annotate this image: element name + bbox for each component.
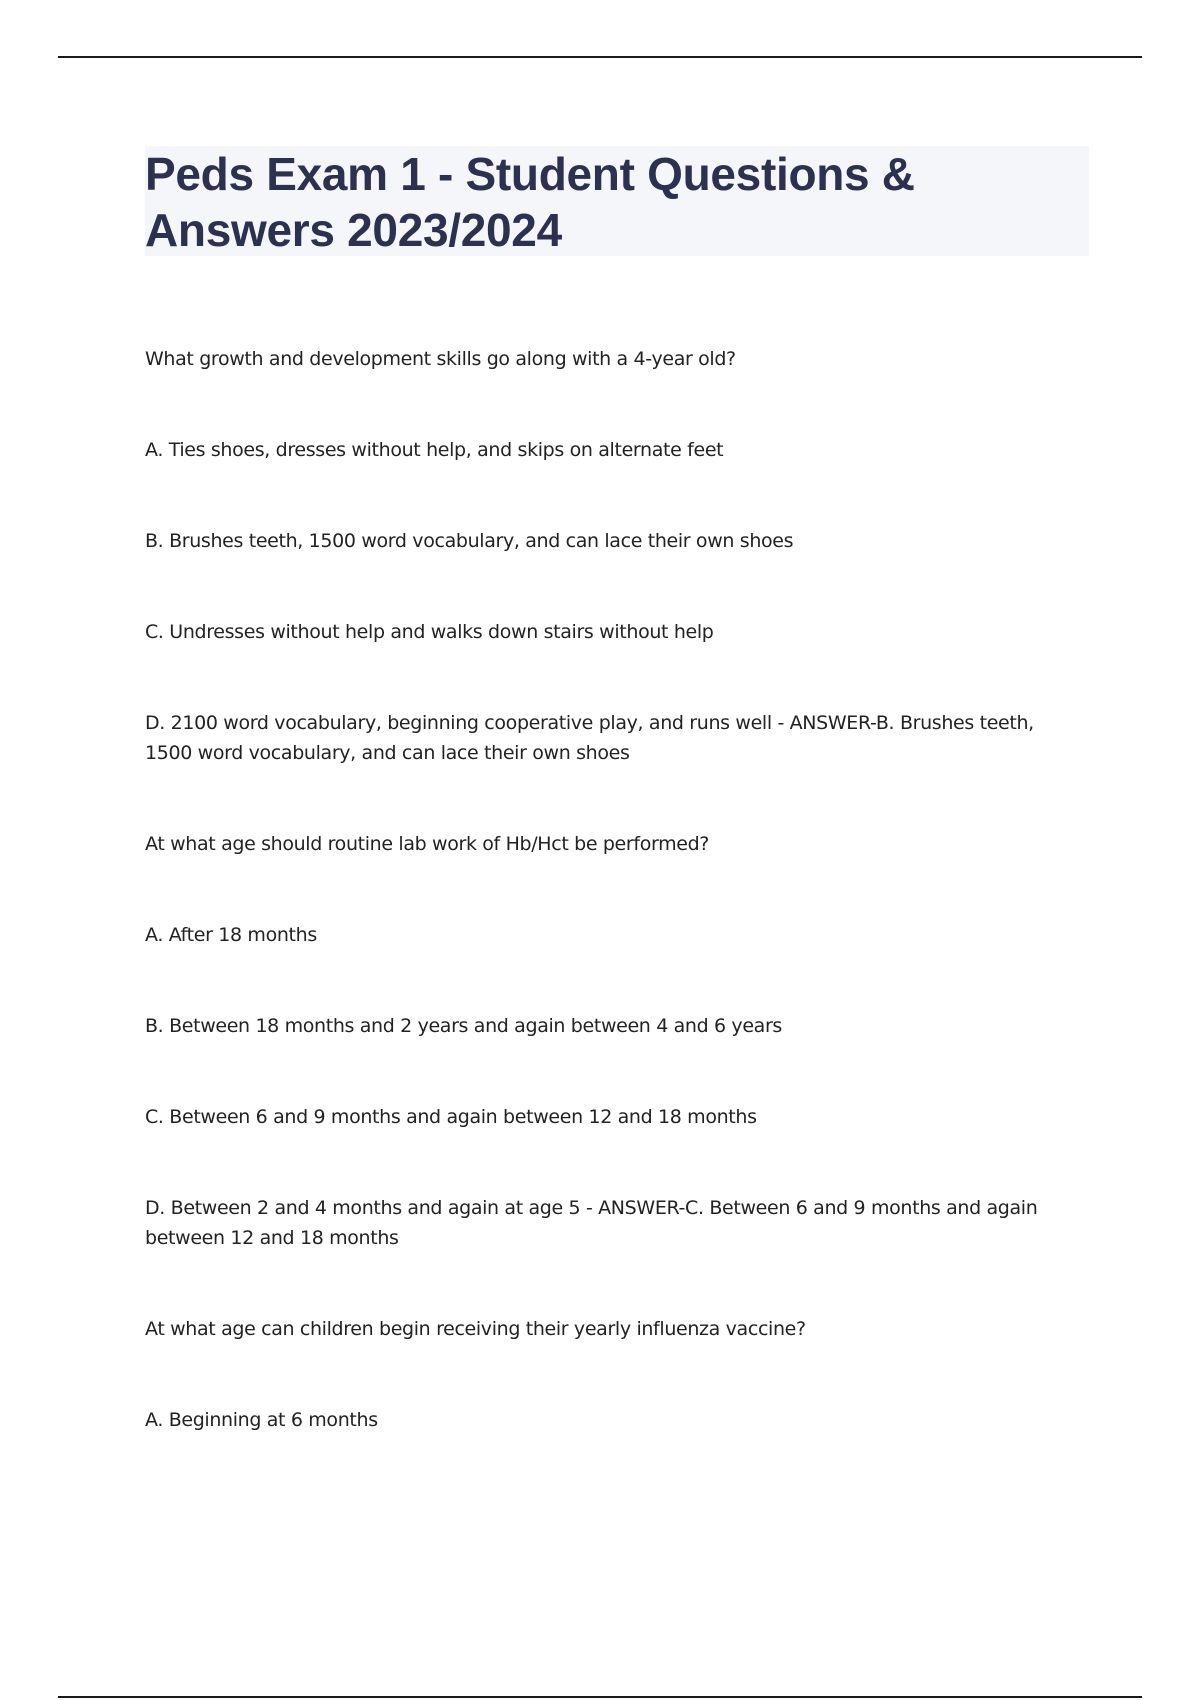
question-2-option-a: A. After 18 months: [145, 924, 317, 946]
title-block: [145, 146, 1089, 256]
question-3: At what age can children begin receiving their yearly influenza vaccine?: [145, 1318, 806, 1340]
question-2: At what age should routine lab work of Hb/Hct be performed?: [145, 833, 710, 855]
question-2-option-d-answer: D. Between 2 and 4 months and again at age 5 - ANSWER-C. Between 6 and 9 months and again between 12 and 18 months: [145, 1197, 1038, 1249]
question-1: What growth and development skills go along with a 4-year old?: [145, 348, 736, 370]
document-body: [145, 344, 1065, 1496]
question-1-option-a: A. Ties shoes, dresses without help, and skips on alternate feet: [145, 439, 724, 461]
question-2-option-b: B. Between 18 months and 2 years and again between 4 and 6 years: [145, 1015, 782, 1037]
question-1-option-c: C. Undresses without help and walks down stairs without help: [145, 621, 714, 643]
footer-rule: [58, 1696, 1142, 1698]
question-2-option-c: C. Between 6 and 9 months and again between 12 and 18 months: [145, 1106, 757, 1128]
question-3-option-a: A. Beginning at 6 months: [145, 1409, 378, 1431]
question-1-option-d-answer: D. 2100 word vocabulary, beginning cooperative play, and runs well - ANSWER-B. Brushes teeth, 1500 word vocabulary, and can lace their own shoes: [145, 712, 1034, 764]
header-rule: [58, 56, 1142, 58]
question-1-option-b: B. Brushes teeth, 1500 word vocabulary, and can lace their own shoes: [145, 530, 794, 552]
page-title: Peds Exam 1 - Student Questions & Answers 2023/2024: [145, 148, 915, 256]
